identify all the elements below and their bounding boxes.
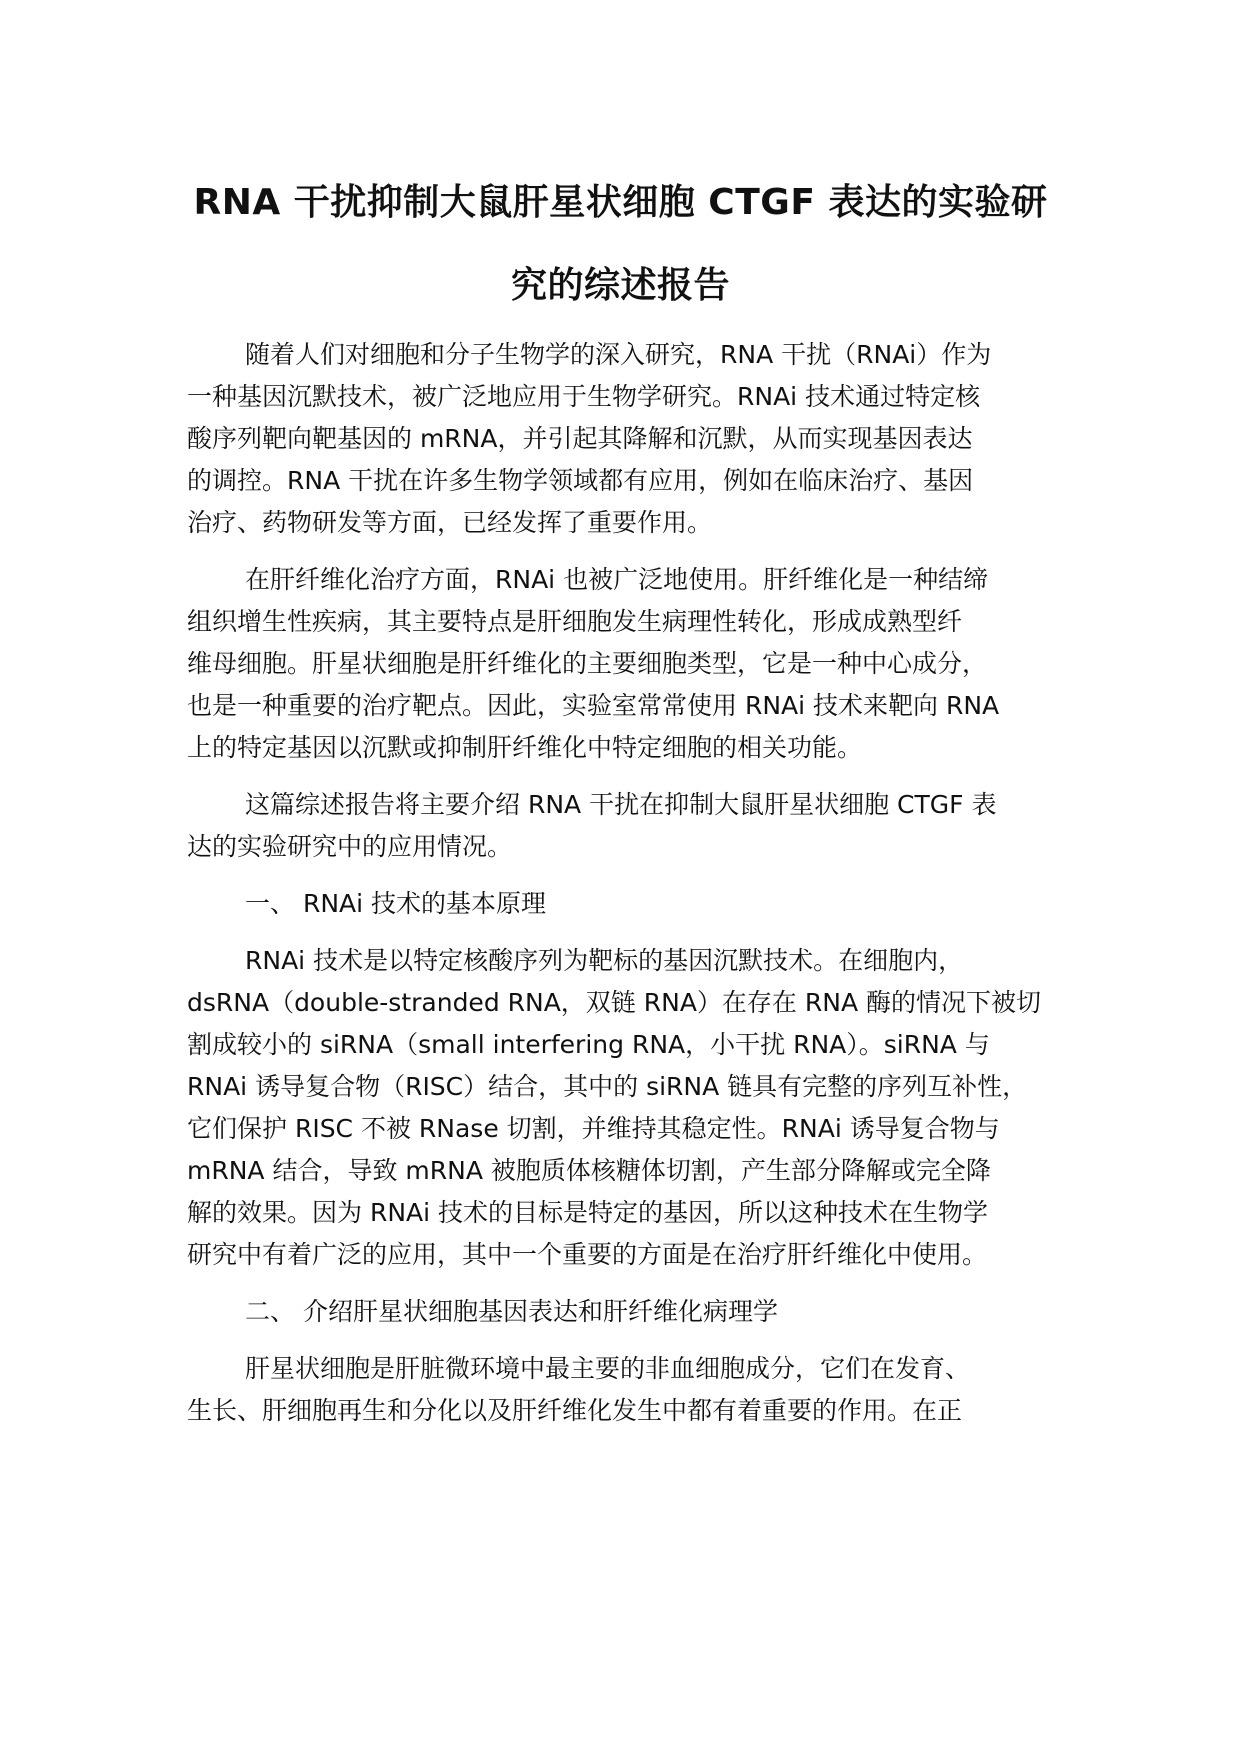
section-heading-2: 二、 介绍肝星状细胞基因表达和肝纤维化病理学 [245, 1297, 778, 1326]
paragraph-4-line-3: 割成较小的 siRNA（small interfering RNA，小干扰 RNA）。siRNA 与 [187, 1030, 990, 1059]
paragraph-1-line-4: 的调控。RNA 干扰在许多生物学领域都有应用，例如在临床治疗、基因 [187, 466, 974, 495]
paragraph-2-line-1: 在肝纤维化治疗方面，RNAi 也被广泛地使用。肝纤维化是一种结缔 [245, 565, 989, 594]
paragraph-4-line-2: dsRNA（double-stranded RNA，双链 RNA）在存在 RNA 酶的情况下被切 [187, 988, 1041, 1017]
paragraph-4-line-6: mRNA 结合，导致 mRNA 被胞质体核糖体切割，产生部分降解或完全降 [187, 1156, 991, 1185]
paragraph-2-line-5: 上的特定基因以沉默或抑制肝纤维化中特定细胞的相关功能。 [187, 733, 863, 762]
paragraph-2-line-3: 维母细胞。肝星状细胞是肝纤维化的主要细胞类型，它是一种中心成分， [187, 649, 988, 678]
paragraph-2-line-4: 也是一种重要的治疗靶点。因此，实验室常常使用 RNAi 技术来靶向 RNA [187, 691, 1000, 720]
paragraph-4-line-5: 它们保护 RISC 不被 RNase 切割，并维持其稳定性。RNAi 诱导复合物与 [187, 1114, 1000, 1143]
paragraph-4-line-8: 研究中有着广泛的应用，其中一个重要的方面是在治疗肝纤维化中使用。 [187, 1240, 988, 1269]
paragraph-1-line-5: 治疗、药物研发等方面，已经发挥了重要作用。 [187, 508, 713, 537]
document-title-line-1: RNA 干扰抑制大鼠肝星状细胞 CTGF 表达的实验研 [193, 182, 1048, 223]
document-title-line-2: 究的综述报告 [510, 265, 730, 306]
paragraph-1-line-2: 一种基因沉默技术，被广泛地应用于生物学研究。RNAi 技术通过特定核 [187, 382, 981, 411]
paragraph-4-line-7: 解的效果。因为 RNAi 技术的目标是特定的基因，所以这种技术在生物学 [187, 1198, 989, 1227]
paragraph-1-line-1: 随着人们对细胞和分子生物学的深入研究，RNA 干扰（RNAi）作为 [245, 340, 992, 369]
paragraph-3-line-2: 达的实验研究中的应用情况。 [187, 832, 513, 861]
paragraph-4-line-1: RNAi 技术是以特定核酸序列为靶标的基因沉默技术。在细胞内， [245, 946, 964, 975]
paragraph-5-line-2: 生长、肝细胞再生和分化以及肝纤维化发生中都有着重要的作用。在正 [187, 1396, 963, 1425]
paragraph-4-line-4: RNAi 诱导复合物（RISC）结合，其中的 siRNA 链具有完整的序列互补性， [187, 1072, 1028, 1101]
paragraph-5-line-1: 肝星状细胞是肝脏微环境中最主要的非血细胞成分，它们在发育、 [245, 1354, 971, 1383]
paragraph-2-line-2: 组织增生性疾病，其主要特点是肝细胞发生病理性转化，形成成熟型纤 [187, 607, 963, 636]
section-heading-1: 一、 RNAi 技术的基本原理 [245, 889, 547, 918]
paragraph-1-line-3: 酸序列靶向靶基因的 mRNA，并引起其降解和沉默，从而实现基因表达 [187, 424, 973, 453]
paragraph-3-line-1: 这篇综述报告将主要介绍 RNA 干扰在抑制大鼠肝星状细胞 CTGF 表 [245, 790, 997, 819]
